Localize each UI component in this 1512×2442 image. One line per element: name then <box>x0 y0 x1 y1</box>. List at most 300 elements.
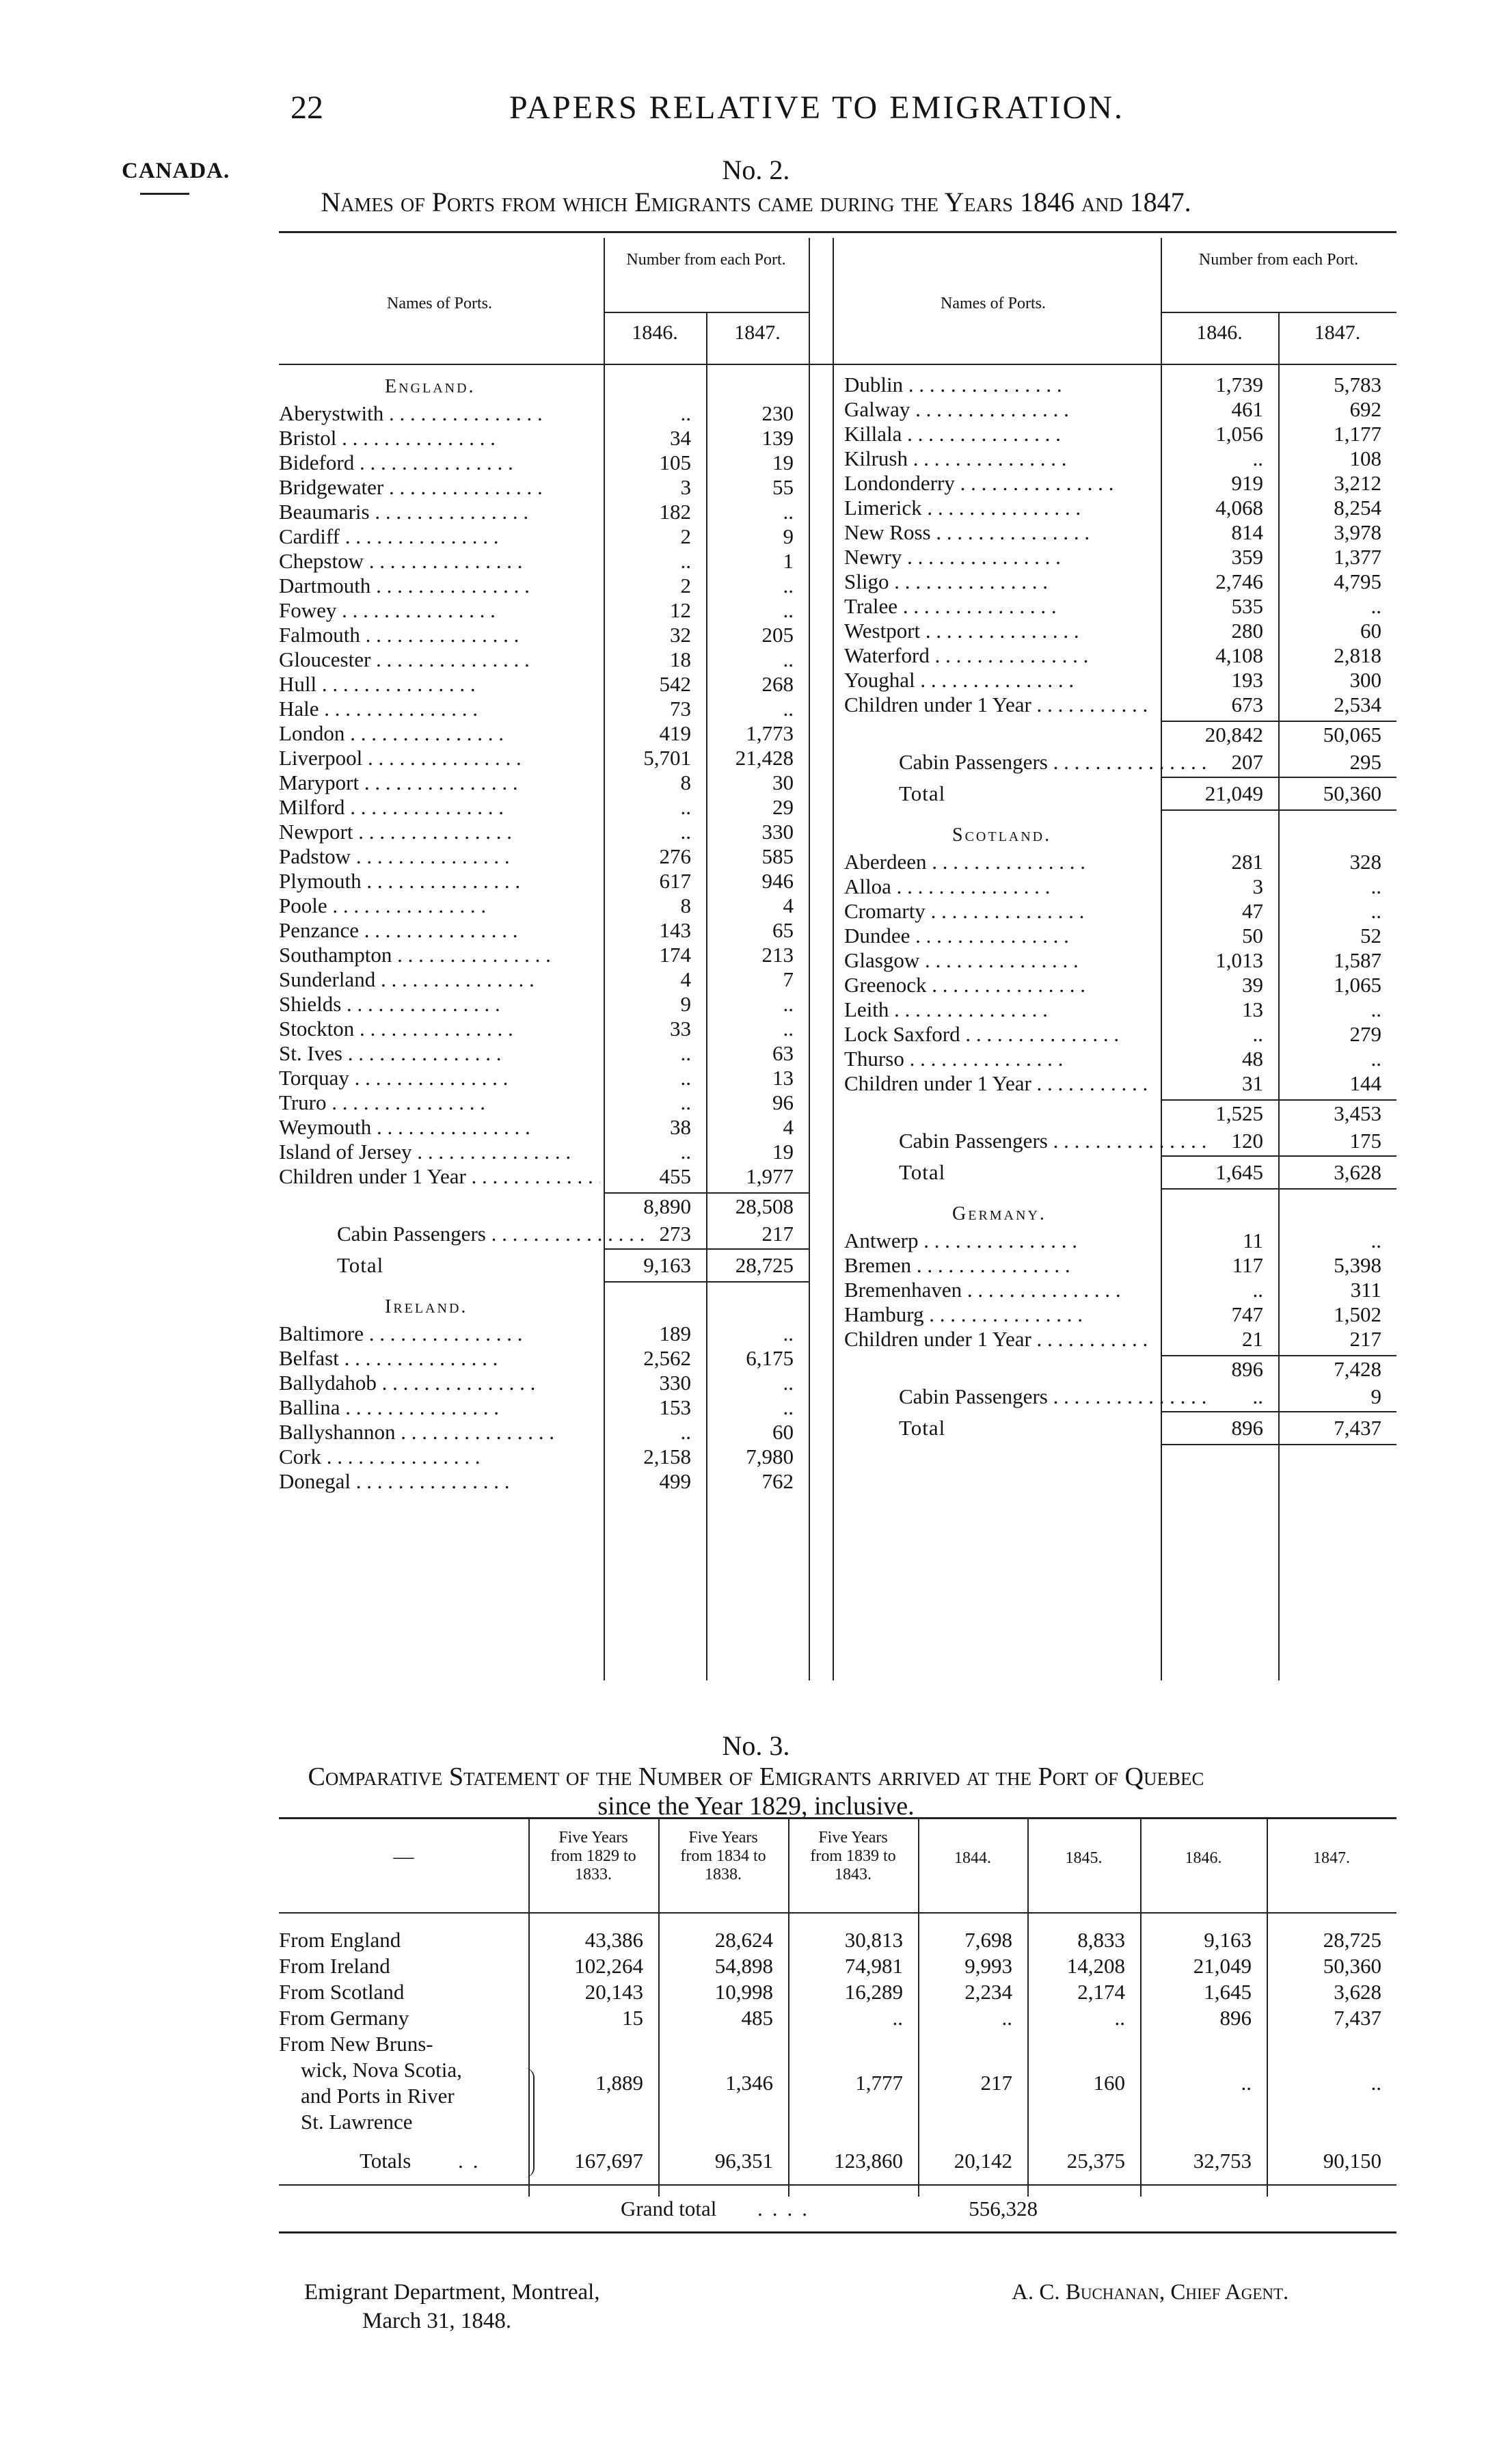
count-1846: 13 <box>1242 997 1263 1021</box>
count-1847: 9 <box>1371 1384 1381 1408</box>
table3-totals-rule <box>279 2184 1396 2186</box>
port-name: London . . <box>279 722 600 745</box>
table-row <box>279 1072 1396 1097</box>
port-name: Dundee . . <box>844 924 1152 948</box>
count-1846: .. <box>680 1041 691 1065</box>
count-1846: 38 <box>670 1115 691 1139</box>
table3-caption-line1: Comparative Statement of the Number of Emigrants arrived at the Port of Quebec <box>308 1762 1204 1791</box>
count-1847: .. <box>783 992 794 1016</box>
count-1847: 4,795 <box>1334 569 1381 593</box>
table3-cell: .. <box>1001 2006 1012 2030</box>
table3-row-label: and Ports in River <box>301 2084 455 2108</box>
port-name: Maryport . . <box>279 771 600 794</box>
table3-cell: 15 <box>622 2006 643 2030</box>
count-1846: 4,108 <box>1215 643 1263 667</box>
count-1847: 8,254 <box>1334 496 1381 520</box>
count-1846: .. <box>680 795 691 819</box>
table-row <box>279 875 1396 900</box>
port-name: Stockton . . <box>279 1017 600 1041</box>
table3-totals-cell: 90,150 <box>1323 2149 1381 2173</box>
count-1847: 300 <box>1349 668 1381 692</box>
table2-total-rule-bottom <box>1161 1444 1396 1445</box>
count-1846: 11 <box>1243 1229 1263 1252</box>
table3-cell: .. <box>1241 2071 1252 2095</box>
table3-cell: 21,049 <box>1193 1954 1252 1978</box>
count-1847: .. <box>783 1395 794 1419</box>
count-1846: .. <box>680 549 691 573</box>
table2-number: No. 2. <box>722 155 790 185</box>
count-1846: 8 <box>680 770 691 794</box>
port-name: Baltimore . . <box>279 1322 600 1345</box>
count-1847: .. <box>783 1371 794 1395</box>
footer-date: March 31, 1848. <box>362 2309 512 2333</box>
count-1847: 330 <box>761 820 794 844</box>
table3-cell: 896 <box>1219 2006 1252 2030</box>
table-row <box>279 1229 1396 1254</box>
count-1847: 268 <box>761 672 794 696</box>
port-name: Ballina . . <box>279 1396 600 1419</box>
port-name: Cabin Passengers . . <box>844 1129 1206 1153</box>
port-name: Aberdeen . . <box>844 850 1152 874</box>
count-1846: 617 <box>659 869 691 893</box>
table2-subtotal-rule <box>604 1192 809 1194</box>
table3-cell: 30,813 <box>844 1928 903 1952</box>
count-1847: 1,502 <box>1334 1302 1381 1326</box>
table-row <box>279 595 1396 619</box>
table2 <box>279 231 1396 1685</box>
port-name: Cabin Passengers . . <box>844 1385 1206 1408</box>
port-name: Hale . . <box>279 697 600 721</box>
table2-section-heading: Scotland. <box>952 824 1052 846</box>
count-1846: 419 <box>659 721 691 745</box>
count-1847: 28,508 <box>735 1194 794 1218</box>
count-1847: 28,725 <box>735 1253 794 1277</box>
table-row <box>279 723 1396 748</box>
table-row <box>279 644 1396 669</box>
table3-totals-leader: .. <box>458 2149 488 2173</box>
count-1847: 3,628 <box>1334 1160 1381 1184</box>
count-1847: 65 <box>772 918 794 942</box>
count-1847: .. <box>783 1017 794 1041</box>
table2-total-rule-top <box>1161 1411 1396 1412</box>
table-row <box>279 496 1396 521</box>
port-name: Liverpool . . <box>279 747 600 770</box>
count-1847: 217 <box>761 1222 794 1246</box>
count-1847: 295 <box>1349 750 1381 774</box>
table3-row-label: St. Lawrence <box>301 2110 413 2134</box>
count-1847: 946 <box>761 869 794 893</box>
port-name: Thurso . . <box>844 1047 1152 1071</box>
port-name: Poole . . <box>279 894 600 917</box>
count-1847: .. <box>783 647 794 671</box>
table3-column-header: 1847. <box>1313 1849 1350 1867</box>
table3-row-label: From Ireland <box>279 1954 390 1978</box>
table3-grand-total-leader: .... <box>757 2197 817 2220</box>
port-name: Alloa . . <box>844 875 1152 898</box>
table2-section-heading: Ireland. <box>385 1296 468 1317</box>
table-row <box>279 1303 1396 1328</box>
table3-totals-cell: 123,860 <box>834 2149 903 2173</box>
table2-total-rule-bottom <box>1161 809 1396 811</box>
port-name: Truro . . <box>279 1091 600 1114</box>
count-1847: 175 <box>1349 1129 1381 1153</box>
count-1847: 1,773 <box>746 721 794 745</box>
port-name: Shields . . <box>279 993 600 1016</box>
table3-cell: .. <box>892 2006 903 2030</box>
table2-right-year-1846: 1846. <box>1196 321 1243 344</box>
port-name: Falmouth . . <box>279 623 600 647</box>
table-row <box>279 1417 1396 1441</box>
table3-row-label: From New Bruns- <box>279 2032 433 2056</box>
port-name: Newry . . <box>844 546 1152 569</box>
count-1846: 12 <box>670 598 691 622</box>
table-row <box>279 1328 1396 1352</box>
count-1847: 3,978 <box>1334 520 1381 544</box>
port-name: Penzance . . <box>279 919 600 942</box>
count-1846: 21 <box>1242 1327 1263 1351</box>
table3-top-rule <box>279 1817 1396 1819</box>
port-name: Londonderry . . <box>844 472 1152 495</box>
table3-cell: 1,889 <box>595 2071 643 2095</box>
table2-total-rule-bottom <box>1161 1188 1396 1190</box>
count-1847: 7,980 <box>746 1445 794 1468</box>
count-1846: 2,158 <box>643 1445 691 1468</box>
count-1846: 2 <box>680 524 691 548</box>
port-name: Hull . . <box>279 673 600 696</box>
count-1846: 8,890 <box>643 1194 691 1218</box>
table-row <box>279 570 1396 595</box>
table3-totals-cell: 167,697 <box>574 2149 643 2173</box>
count-1846: 33 <box>670 1017 691 1041</box>
count-1846: 4,068 <box>1215 496 1263 520</box>
count-1846: .. <box>1252 446 1263 470</box>
footer-signature: A. C. Buchanan, Chief Agent. <box>1012 2280 1289 2305</box>
table2-left-year-1847: 1847. <box>734 321 781 344</box>
table-row <box>279 1102 1396 1127</box>
count-1846: 153 <box>659 1395 691 1419</box>
table3-row-label: wick, Nova Scotia, <box>301 2058 462 2082</box>
count-1846: 31 <box>1242 1071 1263 1095</box>
count-1846: .. <box>680 1420 691 1444</box>
table-row <box>279 751 1396 775</box>
count-1846: 5,701 <box>643 746 691 770</box>
port-name: Weymouth . . <box>279 1116 600 1139</box>
count-1846: .. <box>680 1140 691 1164</box>
count-1846: 896 <box>1231 1357 1263 1381</box>
count-1846: 281 <box>1231 850 1263 874</box>
table-row <box>279 782 1396 807</box>
table3-column-header: Five Years from 1834 to 1838. <box>680 1829 766 1883</box>
count-1846: 535 <box>1231 594 1263 618</box>
table-row <box>279 669 1396 693</box>
count-1846: 1,645 <box>1215 1160 1263 1184</box>
count-1846: 117 <box>1232 1253 1263 1277</box>
table2-subtotal-rule <box>1161 721 1396 722</box>
table2-right-names-header: Names of Ports. <box>941 295 1046 312</box>
table3-totals-cell: 96,351 <box>714 2149 773 2173</box>
table3-row-label: From England <box>279 1928 401 1952</box>
count-1847: 4 <box>783 1115 794 1139</box>
count-1846: 50 <box>1242 924 1263 948</box>
count-1847: 9 <box>783 524 794 548</box>
table-row <box>279 1445 1396 1470</box>
table3-cell: 8,833 <box>1077 1928 1125 1952</box>
count-1846: 3 <box>1252 874 1263 898</box>
port-name: Kilrush . . <box>844 447 1152 470</box>
count-1847: 13 <box>772 1066 794 1090</box>
port-name: Westport . . <box>844 619 1152 643</box>
table-row <box>279 900 1396 924</box>
table3-totals-cell: 20,142 <box>954 2149 1012 2173</box>
count-1846: 9,163 <box>643 1253 691 1277</box>
count-1847: 2,534 <box>1334 693 1381 716</box>
port-name: Sligo . . <box>844 570 1152 593</box>
count-1847: .. <box>1371 1229 1381 1252</box>
count-1847: 3,212 <box>1334 471 1381 495</box>
port-name: Waterford . . <box>844 644 1152 667</box>
port-name: Aberystwith . . <box>279 402 600 425</box>
count-1846: 814 <box>1231 520 1263 544</box>
port-name: Cabin Passengers . . <box>844 751 1206 774</box>
table-row <box>279 1023 1396 1047</box>
table2-left-year-1846: 1846. <box>632 321 678 344</box>
count-1846: 193 <box>1231 668 1263 692</box>
port-name: Dartmouth . . <box>279 574 600 598</box>
count-1847: 29 <box>772 795 794 819</box>
table3-cell: .. <box>1114 2006 1125 2030</box>
port-name: Children under 1 Year . . <box>844 693 1152 716</box>
table3-row-label: From Scotland <box>279 1980 405 2004</box>
table3-totals-label: Totals <box>360 2149 411 2173</box>
port-name: Glasgow . . <box>844 949 1152 972</box>
count-1846: 455 <box>659 1164 691 1188</box>
count-1847: 55 <box>772 475 794 499</box>
table3-cell: 54,898 <box>714 1954 773 1978</box>
table-row <box>279 447 1396 472</box>
count-1847: 19 <box>772 451 794 474</box>
port-name: Newport . . <box>279 820 600 844</box>
port-name: Milford . . <box>279 796 600 819</box>
table-row <box>279 820 1396 845</box>
port-name: Bridgewater . . <box>279 476 600 499</box>
count-1847: 692 <box>1349 397 1381 421</box>
port-name: Cabin Passengers . . <box>279 1222 658 1246</box>
table3-cell: 7,437 <box>1334 2006 1381 2030</box>
count-1846: .. <box>1252 1278 1263 1302</box>
count-1847: 585 <box>761 844 794 868</box>
table3-grand-total-value: 556,328 <box>969 2197 1038 2220</box>
table3-cell: 102,264 <box>574 1954 643 1978</box>
count-1846: 499 <box>659 1469 691 1493</box>
port-name: Total <box>337 1254 384 1277</box>
count-1846: 542 <box>659 672 691 696</box>
table2-total-rule-top <box>1161 777 1396 778</box>
count-1846: 174 <box>659 943 691 967</box>
table-row <box>279 422 1396 447</box>
count-1846: 8 <box>680 894 691 917</box>
port-name: Torquay . . <box>279 1066 600 1090</box>
table2-right-year-1847: 1847. <box>1314 321 1361 344</box>
count-1847: 1 <box>783 549 794 573</box>
count-1847: 762 <box>761 1469 794 1493</box>
count-1846: 9 <box>680 992 691 1016</box>
port-name: Total <box>899 1161 946 1184</box>
count-1846: 2,746 <box>1215 569 1263 593</box>
table2-subtotal-rule <box>1161 1099 1396 1101</box>
table-row <box>279 1129 1396 1154</box>
table2-caption: Names of Ports from which Emigrants came during the Years 1846 and 1847. <box>321 187 1191 217</box>
count-1847: 230 <box>761 401 794 425</box>
port-name: Donegal . . <box>279 1470 600 1493</box>
count-1846: 330 <box>659 1371 691 1395</box>
table3-header-rule <box>279 1912 1396 1914</box>
port-name: Children under 1 Year . . <box>279 1165 600 1188</box>
count-1847: 1,065 <box>1334 973 1381 997</box>
port-name: Bremen . . <box>844 1254 1152 1277</box>
table2-left-names-header: Names of Ports. <box>387 295 492 312</box>
table-row <box>279 521 1396 546</box>
count-1846: .. <box>1252 1022 1263 1046</box>
count-1847: 328 <box>1349 850 1381 874</box>
port-name: Sunderland . . <box>279 968 600 991</box>
port-name: Bremenhaven . . <box>844 1278 1152 1302</box>
count-1846: .. <box>680 1090 691 1114</box>
count-1847: .. <box>1371 1047 1381 1071</box>
running-title: PAPERS RELATIVE TO EMIGRATION. <box>509 90 1124 126</box>
table-row <box>279 1195 1396 1220</box>
table3-cell: 9,163 <box>1204 1928 1252 1952</box>
count-1847: .. <box>783 574 794 598</box>
count-1847: .. <box>1371 874 1381 898</box>
table2-top-rule <box>279 231 1396 233</box>
table3-cell: 74,981 <box>844 1954 903 1978</box>
port-name: Limerick . . <box>844 496 1152 520</box>
table3-cell: 50,360 <box>1323 1954 1381 1978</box>
table-row <box>279 998 1396 1023</box>
count-1846: 34 <box>670 426 691 450</box>
table-row <box>279 949 1396 974</box>
table3-column-header: — <box>393 1845 414 1868</box>
count-1846: .. <box>1252 1384 1263 1408</box>
count-1846: 673 <box>1231 693 1263 716</box>
table-row <box>279 1254 1396 1278</box>
count-1847: 1,587 <box>1334 948 1381 972</box>
table3-brace <box>524 2068 535 2177</box>
count-1847: 63 <box>772 1041 794 1065</box>
count-1846: 4 <box>680 967 691 991</box>
port-name: Antwerp . . <box>844 1229 1152 1252</box>
count-1846: 1,739 <box>1215 373 1263 397</box>
port-name: Bideford . . <box>279 451 600 474</box>
table3-totals-cell: 32,753 <box>1193 2149 1252 2173</box>
port-name: Children under 1 Year . . <box>844 1072 1152 1095</box>
table3-cell: 10,998 <box>714 1980 773 2004</box>
table3-cell: 16,289 <box>844 1980 903 2004</box>
table2-total-rule-top <box>1161 1155 1396 1157</box>
port-name: Fowey . . <box>279 599 600 622</box>
port-name: Belfast . . <box>279 1347 600 1370</box>
port-name: Bristol . . <box>279 427 600 450</box>
count-1847: 60 <box>772 1420 794 1444</box>
table2-header-rule <box>279 364 1396 365</box>
count-1847: 217 <box>1349 1327 1381 1351</box>
count-1847: 52 <box>1360 924 1381 948</box>
count-1846: 919 <box>1231 471 1263 495</box>
count-1847: 7,428 <box>1334 1357 1381 1381</box>
count-1847: 4 <box>783 894 794 917</box>
table3-cell: 2,234 <box>964 1980 1012 2004</box>
count-1846: 143 <box>659 918 691 942</box>
port-name: Island of Jersey . . <box>279 1140 600 1164</box>
table3-row-label: From Germany <box>279 2006 409 2030</box>
port-name: Plymouth . . <box>279 870 600 893</box>
count-1846: 1,525 <box>1215 1101 1263 1125</box>
count-1847: .. <box>1371 899 1381 923</box>
table3-totals-cell: 25,375 <box>1066 2149 1125 2173</box>
table3-cell: 1,645 <box>1204 1980 1252 2004</box>
count-1846: .. <box>680 1066 691 1090</box>
count-1847: 1,377 <box>1334 545 1381 569</box>
port-name: Killala . . <box>844 422 1152 446</box>
port-name: Greenock . . <box>844 974 1152 997</box>
count-1846: 273 <box>659 1222 691 1246</box>
count-1847: 1,977 <box>746 1164 794 1188</box>
table3-cell: 9,993 <box>964 1954 1012 1978</box>
count-1847: 6,175 <box>746 1346 794 1370</box>
count-1847: 213 <box>761 943 794 967</box>
count-1847: 5,398 <box>1334 1253 1381 1277</box>
side-label: CANADA. <box>122 159 230 183</box>
table2-left-number-header: Number from each Port. <box>626 251 786 269</box>
count-1846: 2,562 <box>643 1346 691 1370</box>
table-row <box>279 693 1396 718</box>
count-1846: 1,056 <box>1215 422 1263 446</box>
table3-cell: 28,624 <box>714 1928 773 1952</box>
table3-cell: 3,628 <box>1334 1980 1381 2004</box>
table2-section-heading: England. <box>385 376 476 397</box>
table3-cell: 2,174 <box>1077 1980 1125 2004</box>
table3-cell: 485 <box>741 2006 773 2030</box>
count-1847: .. <box>1371 997 1381 1021</box>
count-1847: .. <box>783 598 794 622</box>
table3-number: No. 3. <box>722 1730 790 1761</box>
table-row <box>279 619 1396 644</box>
count-1846: 47 <box>1242 899 1263 923</box>
table-row <box>279 1470 1396 1494</box>
table3-cell: 20,143 <box>584 1980 643 2004</box>
count-1847: 144 <box>1349 1071 1381 1095</box>
count-1847: 21,428 <box>735 746 794 770</box>
count-1846: 276 <box>659 844 691 868</box>
count-1846: 73 <box>670 697 691 721</box>
count-1847: 279 <box>1349 1022 1381 1046</box>
port-name: Dublin . . <box>844 373 1152 397</box>
table3-caption-line2: since the Year 1829, inclusive. <box>597 1792 915 1821</box>
port-name: Ballyshannon . . <box>279 1421 600 1444</box>
count-1846: 896 <box>1231 1416 1263 1440</box>
count-1847: 60 <box>1360 619 1381 643</box>
table-row <box>279 398 1396 422</box>
footer-department: Emigrant Department, Montreal, <box>304 2280 600 2305</box>
table-row <box>279 373 1396 398</box>
count-1846: 21,049 <box>1204 781 1263 805</box>
port-name: Padstow . . <box>279 845 600 868</box>
count-1847: 50,360 <box>1323 781 1381 805</box>
table3-cell: 7,698 <box>964 1928 1012 1952</box>
table2-subtotal-rule <box>1161 1355 1396 1356</box>
table2-right-number-header: Number from each Port. <box>1198 251 1359 269</box>
port-name: New Ross . . <box>844 521 1152 544</box>
